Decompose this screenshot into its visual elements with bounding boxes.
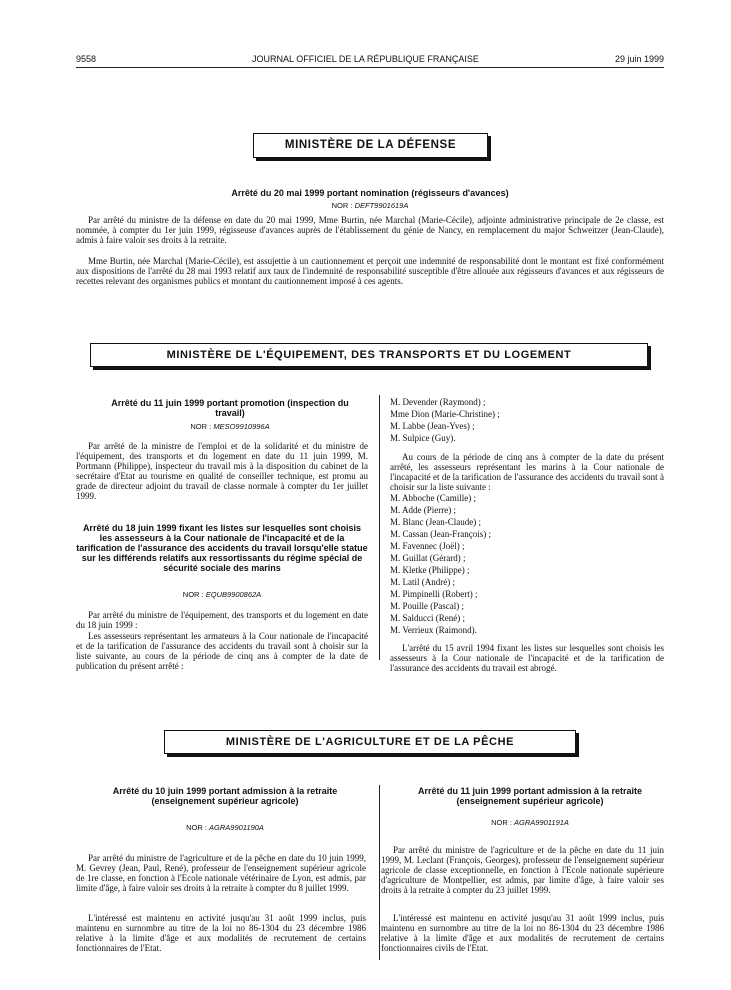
assesseurs-paragraph-3: Au cours de la période de cinq ans à compter de la date du présent arrêté, les assesseurs représentant les marins à la Cour nationale de l'incapacité et de la tarification de l'assurance des accidents du travail sont à choisir sur la liste suivante : <box>390 452 664 492</box>
retraite-right-paragraph-2: L'intéressé est maintenu en activité jusqu'au 31 août 1999 inclus, puis maintenu en surnombre au titre de la loi no 86-1304 du 23 décembre 1986 relative à la limite d'âge et aux modalités de recrutement de certains fonctionnaires civils de l'Etat. <box>381 913 664 953</box>
journal-title: JOURNAL OFFICIEL DE LA RÉPUBLIQUE FRANÇAISE <box>252 54 479 64</box>
promotion-paragraph: Par arrêté de la ministre de l'emploi et de la solidarité et du ministre de l'équipement, des transports et du logement en date du 11 juin 1999, M. Portmann (Philippe), inspecteur du travail mis à la disposition du cabinet de la secrétaire d'Etat au tourisme en qualité de conseiller technique, est promu au grade de directeur adjoint du travail de classe normale à compter du 1er juillet 1999. <box>76 441 368 501</box>
page-number: 9558 <box>76 54 97 64</box>
armateurs-list <box>390 396 660 444</box>
retraite-right-paragraph-1: Par arrêté du ministre de l'agriculture et de la pêche en date du 11 juin 1999, M. Leclant (François, Georges), professeur de l'enseignement supérieur agricole de classe exceptionnelle, en fonction à l'Ecole nationale supérieure d'agriculture de Montpellier, est admis, par limite d'âge, à faire valoir ses droits à la retraite à compter du 23 juillet 1999. <box>381 845 664 895</box>
list-item: Mme Dion (Marie-Christine) ; <box>390 409 500 419</box>
list-item: M. Cassan (Jean-François) ; <box>390 529 491 539</box>
promotion-nor: NOR : MESO9910996A <box>190 422 270 431</box>
ministry-defense-title: MINISTÈRE DE LA DÉFENSE <box>284 139 457 151</box>
defense-decree-title: Arrêté du 20 mai 1999 portant nomination (régisseurs d'avances) <box>231 188 509 198</box>
marins-list <box>390 492 660 636</box>
retraite-left-paragraph-2: L'intéressé est maintenu en activité jusqu'au 31 août 1999 inclus, puis maintenu en surnombre au titre de la loi no 86-1304 du 23 décembre 1986 relative à la limite d'âge et aux modalités de recrutement de certains fonctionnaires de l'Etat. <box>76 913 366 953</box>
assesseurs-paragraph-2: Les assesseurs représentant les armateurs à la Cour nationale de l'incapacité et de la tarification de l'assurance des accidents du travail sont à choisir sur la liste suivante, au cours de la période de cinq ans à compter de la date de publication du présent arrêté : <box>76 631 368 671</box>
column-divider-agriculture <box>379 785 380 960</box>
list-item: M. Latil (André) ; <box>390 577 455 587</box>
list-item: M. Guillat (Gérard) ; <box>390 553 466 563</box>
list-item: M. Kletke (Philippe) ; <box>390 565 470 575</box>
list-item: M. Devender (Raymond) ; <box>390 397 486 407</box>
defense-paragraph-1: Par arrêté du ministre de la défense en date du 20 mai 1999, Mme Burtin, née Marchal (Marie-Cécile), adjointe administrative principale de 2e classe, est nommée, à compter du 1er juin 1999, régisseuse d'avances auprès de l'établissement du génie de Nancy, en remplacement du major Schweitzer (Jean-Claude), admis à faire valoir ses droits à la retraite. <box>76 215 664 245</box>
ministry-agriculture-box <box>164 730 576 754</box>
list-item: M. Salducci (René) ; <box>390 613 465 623</box>
list-item: M. Blanc (Jean-Claude) ; <box>390 517 481 527</box>
ministry-agriculture-title: MINISTÈRE DE L'AGRICULTURE ET DE LA PÊCHE <box>225 736 515 748</box>
assesseurs-paragraph-1: Par arrêté du ministre de l'équipement, des transports et du logement en date du 18 juin 1999 : <box>76 610 368 630</box>
ministry-equipement-box <box>90 343 648 367</box>
list-item: M. Adde (Pierre) ; <box>390 505 456 515</box>
assesseurs-paragraph-4: L'arrêté du 15 avril 1994 fixant les listes sur lesquelles sont choisis les assesseurs à la Cour nationale de l'incapacité et de la tarification de l'assurance des accidents du travail est abrogé. <box>390 643 664 673</box>
list-item: M. Abboche (Camille) ; <box>390 493 476 503</box>
retraite-nor-left: NOR : AGRA9901190A <box>186 823 264 832</box>
defense-paragraph-2: Mme Burtin, née Marchal (Marie-Cécile), est assujettie à un cautionnement et perçoit une indemnité de responsabilité dont le montant est fixé conformément aux dispositions de l'arrêté du 28 mai 1993 relatif aux taux de l'indemnité de responsabilité susceptible d'être allouée aux régisseurs d'avances et aux régisseurs de recettes relevant des organismes publics et montant du cautionnement imposé à ces agents. <box>76 256 664 286</box>
ministry-defense-box <box>253 133 488 158</box>
list-item: M. Pimpinelli (Robert) ; <box>390 589 478 599</box>
retraite-decree-title-right: Arrêté du 11 juin 1999 portant admission à la retraite (enseignement supérieur agricole) <box>417 786 643 806</box>
retraite-decree-title-left: Arrêté du 10 juin 1999 portant admission à la retraite (enseignement supérieur agricole) <box>112 786 338 806</box>
list-item: M. Pouille (Pascal) ; <box>390 601 464 611</box>
retraite-nor-right: NOR : AGRA9901191A <box>491 818 569 827</box>
retraite-left-paragraph-1: Par arrêté du ministre de l'agriculture et de la pêche en date du 10 juin 1999, M. Gevrey (Jean, Paul, René), professeur de l'enseignement supérieur agricole de 1re classe, en fonction à l'Ecole nationale vétérinaire de Lyon, est admis, par limite d'âge, à faire valoir ses droits à la retraite à compter du 8 juillet 1999. <box>76 853 366 893</box>
assesseurs-nor: NOR : EQUB9900862A <box>182 590 262 599</box>
list-item: M. Labbe (Jean-Yves) ; <box>390 421 475 431</box>
promotion-decree-title: Arrêté du 11 juin 1999 portant promotion (inspection du travail) <box>111 398 349 418</box>
list-item: M. Sulpice (Guy). <box>390 433 456 443</box>
publication-date: 29 juin 1999 <box>614 54 664 64</box>
column-divider <box>379 395 380 660</box>
list-item: M. Verrieux (Raimond). <box>390 625 477 635</box>
header-rule <box>76 67 664 68</box>
defense-nor: NOR : DEFT9901619A <box>331 201 409 210</box>
list-item: M. Favennec (Joël) ; <box>390 541 465 551</box>
assesseurs-decree-title: Arrêté du 18 juin 1999 fixant les listes sur lesquelles sont choisis les assesseurs à la Cour nationale de l'incapacité et de la tarification de l'assurance des accidents du travail lorsqu'elle statue sur les différends relatifs aux ressortissants du régime spécial de sécurité sociale des marins <box>76 523 368 573</box>
ministry-equipement-title: MINISTÈRE DE L'ÉQUIPEMENT, DES TRANSPORTS ET DU LOGEMENT <box>166 349 572 361</box>
